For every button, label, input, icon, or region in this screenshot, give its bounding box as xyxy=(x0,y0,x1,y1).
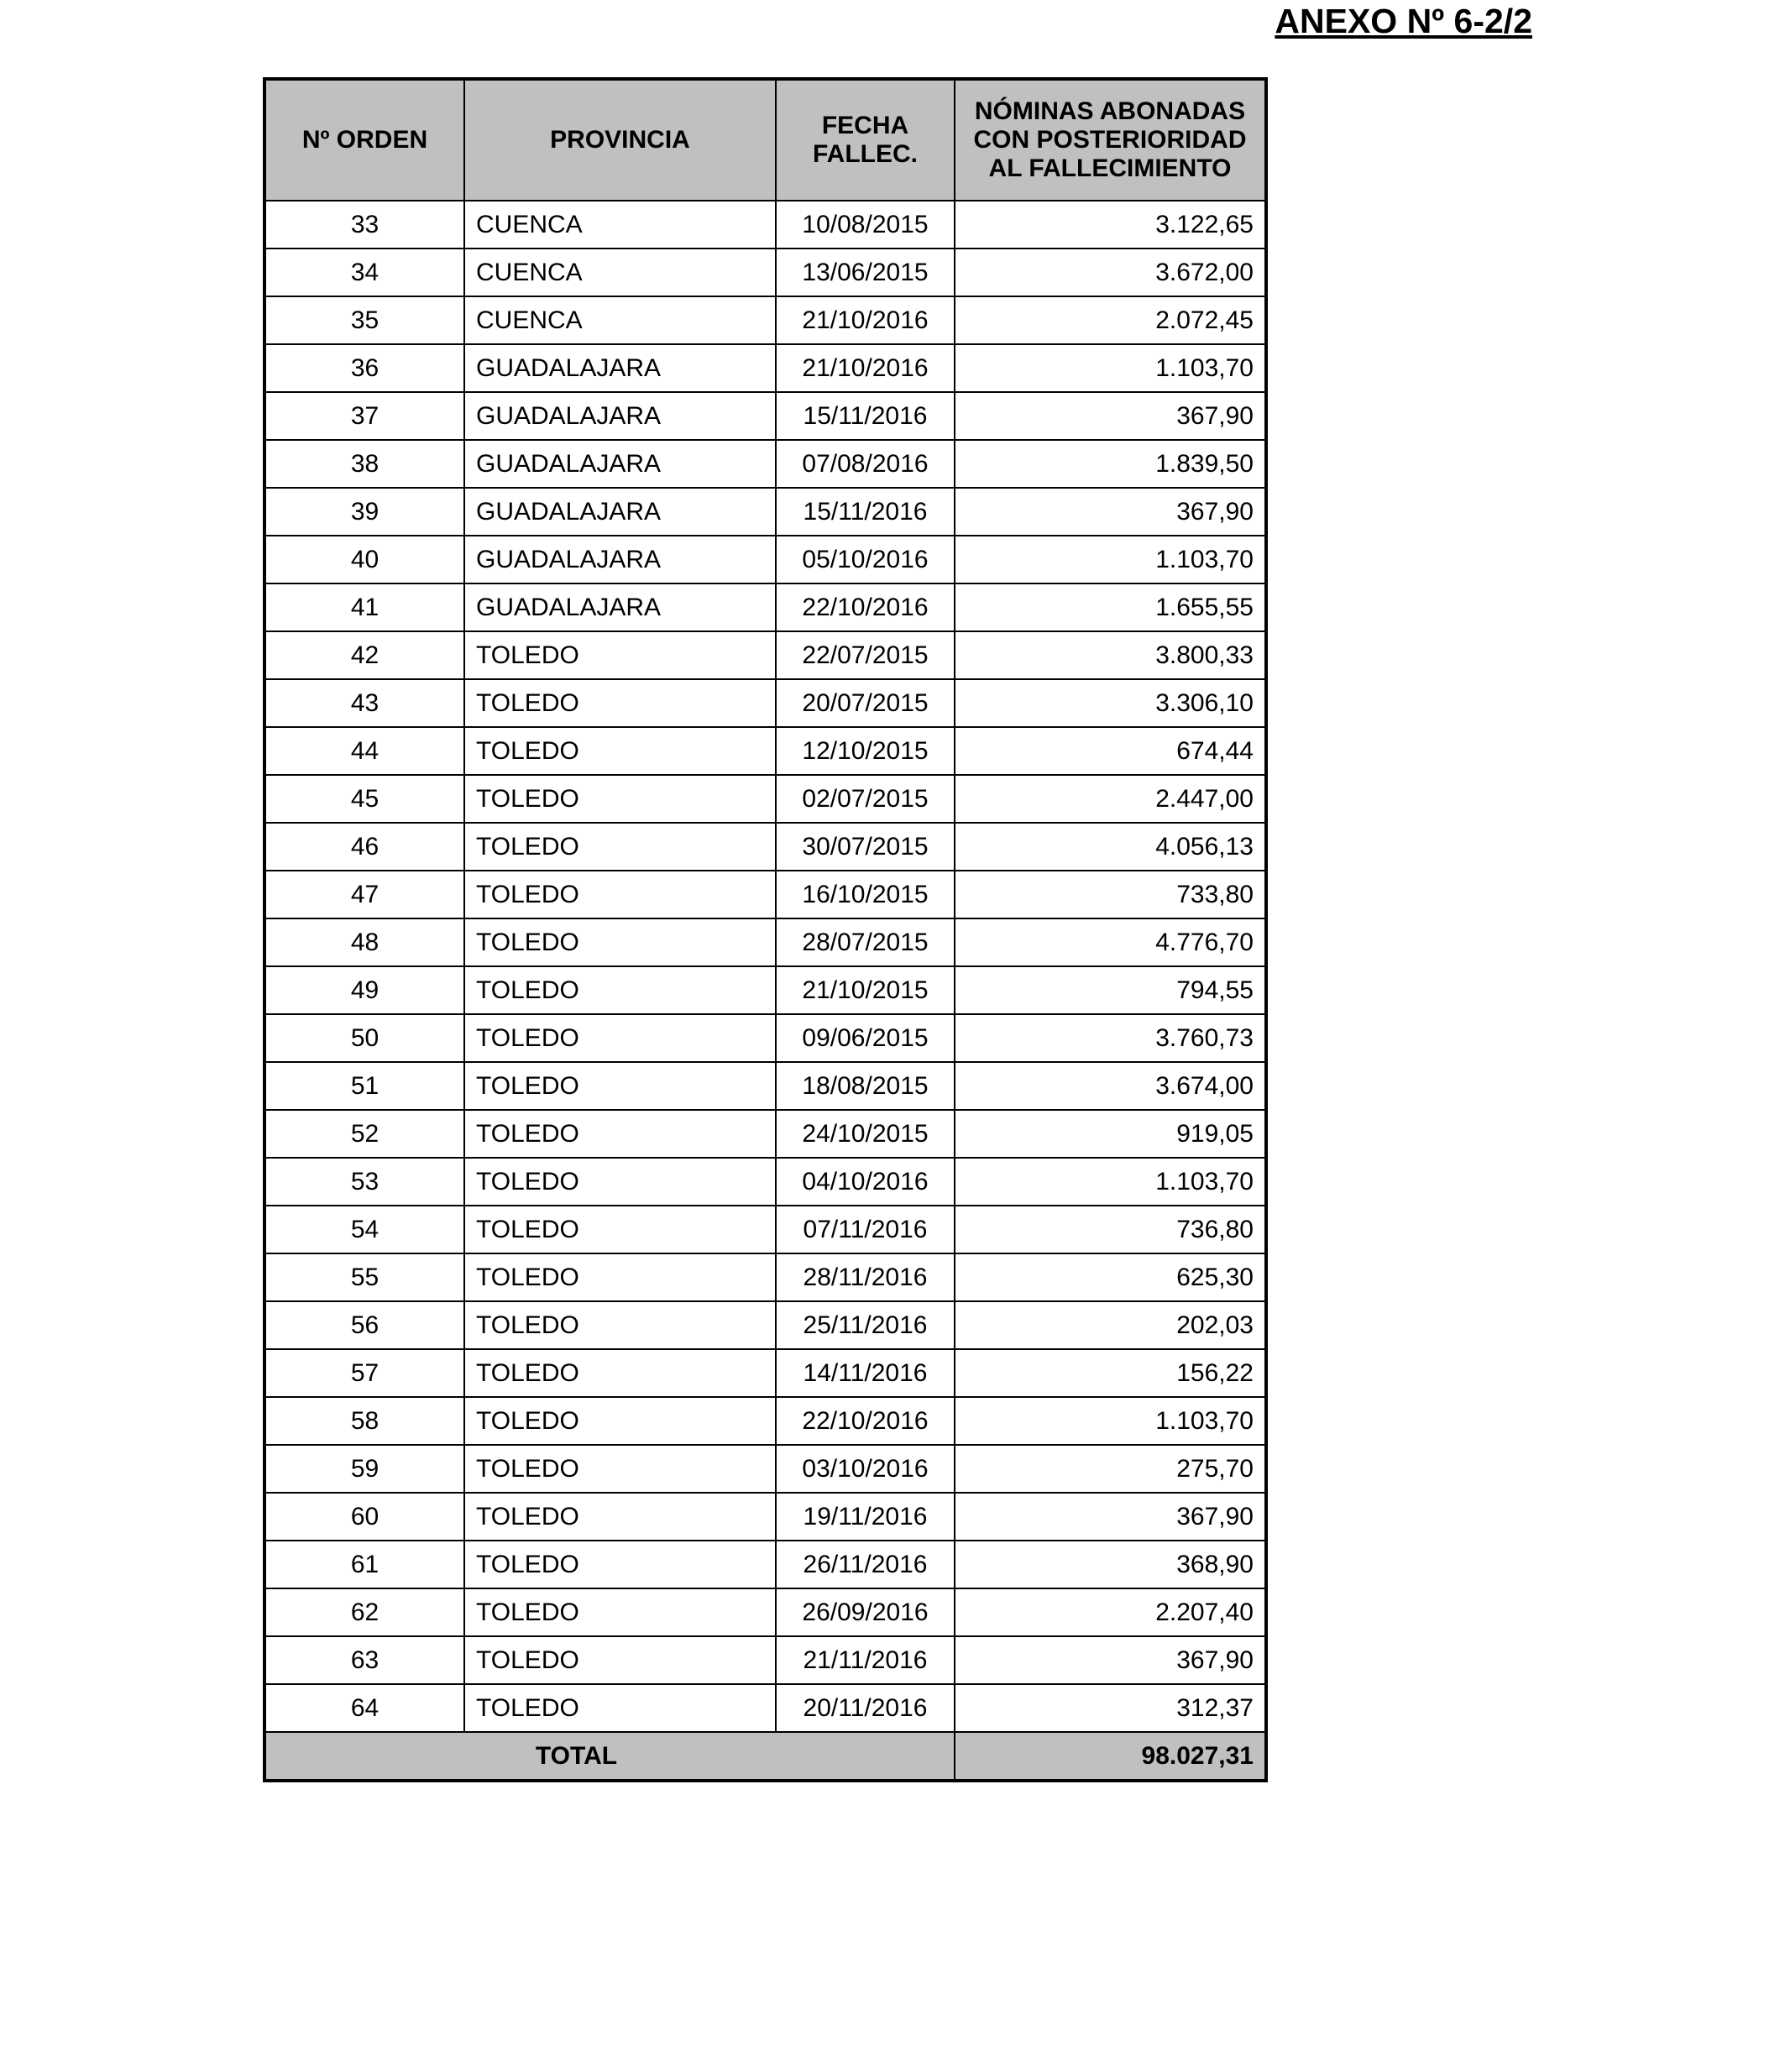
cell-provincia: TOLEDO xyxy=(464,1301,776,1349)
cell-importe: 674,44 xyxy=(955,727,1266,775)
cell-provincia: TOLEDO xyxy=(464,1493,776,1541)
cell-importe: 4.056,13 xyxy=(955,823,1266,871)
table-row xyxy=(264,392,1266,440)
cell-fecha: 14/11/2016 xyxy=(776,1349,955,1397)
cell-orden: 52 xyxy=(264,1110,464,1158)
cell-orden: 42 xyxy=(264,631,464,679)
cell-fecha: 09/06/2015 xyxy=(776,1014,955,1062)
cell-orden: 36 xyxy=(264,344,464,392)
cell-fecha: 10/08/2015 xyxy=(776,201,955,249)
cell-orden: 44 xyxy=(264,727,464,775)
table-row xyxy=(264,1445,1266,1493)
total-row xyxy=(264,1732,1266,1781)
cell-fecha: 22/10/2016 xyxy=(776,1397,955,1445)
cell-orden: 55 xyxy=(264,1253,464,1301)
cell-fecha: 12/10/2015 xyxy=(776,727,955,775)
cell-importe: 275,70 xyxy=(955,1445,1266,1493)
cell-provincia: TOLEDO xyxy=(464,775,776,823)
header-nominas: NÓMINAS ABONADAS CON POSTERIORIDAD AL FALLECIMIENTO xyxy=(955,79,1266,201)
cell-orden: 41 xyxy=(264,583,464,631)
cell-importe: 2.447,00 xyxy=(955,775,1266,823)
cell-fecha: 16/10/2015 xyxy=(776,871,955,918)
cell-orden: 64 xyxy=(264,1684,464,1732)
table-row xyxy=(264,1541,1266,1588)
cell-importe: 625,30 xyxy=(955,1253,1266,1301)
table-header-row xyxy=(264,79,1266,201)
cell-fecha: 05/10/2016 xyxy=(776,536,955,583)
cell-fecha: 07/08/2016 xyxy=(776,440,955,488)
cell-provincia: TOLEDO xyxy=(464,1349,776,1397)
table-row xyxy=(264,1301,1266,1349)
table-row xyxy=(264,1110,1266,1158)
cell-fecha: 03/10/2016 xyxy=(776,1445,955,1493)
payroll-table xyxy=(263,77,1268,1782)
table-row xyxy=(264,823,1266,871)
cell-fecha: 30/07/2015 xyxy=(776,823,955,871)
cell-importe: 2.207,40 xyxy=(955,1588,1266,1636)
cell-orden: 43 xyxy=(264,679,464,727)
cell-importe: 2.072,45 xyxy=(955,296,1266,344)
cell-fecha: 28/07/2015 xyxy=(776,918,955,966)
table-row xyxy=(264,1014,1266,1062)
table-row xyxy=(264,1684,1266,1732)
cell-importe: 3.760,73 xyxy=(955,1014,1266,1062)
cell-importe: 1.103,70 xyxy=(955,536,1266,583)
cell-importe: 1.839,50 xyxy=(955,440,1266,488)
cell-provincia: TOLEDO xyxy=(464,1014,776,1062)
cell-orden: 61 xyxy=(264,1541,464,1588)
cell-importe: 1.655,55 xyxy=(955,583,1266,631)
table-row xyxy=(264,966,1266,1014)
cell-orden: 53 xyxy=(264,1158,464,1206)
cell-importe: 3.672,00 xyxy=(955,249,1266,296)
cell-orden: 40 xyxy=(264,536,464,583)
cell-fecha: 21/11/2016 xyxy=(776,1636,955,1684)
cell-importe: 156,22 xyxy=(955,1349,1266,1397)
cell-orden: 33 xyxy=(264,201,464,249)
cell-provincia: GUADALAJARA xyxy=(464,583,776,631)
table-row xyxy=(264,1636,1266,1684)
cell-fecha: 20/11/2016 xyxy=(776,1684,955,1732)
cell-provincia: CUENCA xyxy=(464,201,776,249)
cell-provincia: TOLEDO xyxy=(464,1445,776,1493)
cell-fecha: 24/10/2015 xyxy=(776,1110,955,1158)
cell-orden: 50 xyxy=(264,1014,464,1062)
cell-orden: 47 xyxy=(264,871,464,918)
cell-importe: 1.103,70 xyxy=(955,1397,1266,1445)
cell-orden: 34 xyxy=(264,249,464,296)
cell-provincia: TOLEDO xyxy=(464,918,776,966)
header-fecha: FECHA FALLEC. xyxy=(776,79,955,201)
cell-orden: 38 xyxy=(264,440,464,488)
cell-fecha: 25/11/2016 xyxy=(776,1301,955,1349)
cell-fecha: 15/11/2016 xyxy=(776,392,955,440)
table-row xyxy=(264,296,1266,344)
table-row xyxy=(264,775,1266,823)
cell-orden: 54 xyxy=(264,1206,464,1253)
cell-importe: 368,90 xyxy=(955,1541,1266,1588)
cell-fecha: 02/07/2015 xyxy=(776,775,955,823)
cell-orden: 59 xyxy=(264,1445,464,1493)
cell-importe: 312,37 xyxy=(955,1684,1266,1732)
table-row xyxy=(264,1158,1266,1206)
total-label: TOTAL xyxy=(264,1732,955,1781)
cell-provincia: TOLEDO xyxy=(464,1684,776,1732)
cell-fecha: 22/10/2016 xyxy=(776,583,955,631)
table-row xyxy=(264,201,1266,249)
cell-fecha: 18/08/2015 xyxy=(776,1062,955,1110)
cell-orden: 57 xyxy=(264,1349,464,1397)
table-row xyxy=(264,440,1266,488)
table-row xyxy=(264,488,1266,536)
cell-provincia: TOLEDO xyxy=(464,1110,776,1158)
cell-orden: 56 xyxy=(264,1301,464,1349)
cell-orden: 45 xyxy=(264,775,464,823)
cell-importe: 3.122,65 xyxy=(955,201,1266,249)
cell-fecha: 21/10/2016 xyxy=(776,296,955,344)
cell-provincia: GUADALAJARA xyxy=(464,392,776,440)
table-row xyxy=(264,344,1266,392)
cell-importe: 4.776,70 xyxy=(955,918,1266,966)
cell-importe: 1.103,70 xyxy=(955,1158,1266,1206)
cell-fecha: 19/11/2016 xyxy=(776,1493,955,1541)
cell-fecha: 21/10/2015 xyxy=(776,966,955,1014)
cell-fecha: 22/07/2015 xyxy=(776,631,955,679)
cell-provincia: TOLEDO xyxy=(464,1206,776,1253)
cell-provincia: TOLEDO xyxy=(464,1397,776,1445)
table-row xyxy=(264,871,1266,918)
cell-importe: 3.800,33 xyxy=(955,631,1266,679)
cell-importe: 1.103,70 xyxy=(955,344,1266,392)
table-row xyxy=(264,1493,1266,1541)
cell-provincia: TOLEDO xyxy=(464,631,776,679)
cell-provincia: CUENCA xyxy=(464,296,776,344)
cell-orden: 63 xyxy=(264,1636,464,1684)
table-row xyxy=(264,918,1266,966)
cell-provincia: TOLEDO xyxy=(464,1158,776,1206)
table-row xyxy=(264,1062,1266,1110)
cell-orden: 48 xyxy=(264,918,464,966)
total-amount: 98.027,31 xyxy=(955,1732,1266,1781)
cell-importe: 733,80 xyxy=(955,871,1266,918)
header-orden: Nº ORDEN xyxy=(264,79,464,201)
cell-fecha: 15/11/2016 xyxy=(776,488,955,536)
cell-provincia: GUADALAJARA xyxy=(464,440,776,488)
cell-importe: 367,90 xyxy=(955,488,1266,536)
cell-provincia: CUENCA xyxy=(464,249,776,296)
table-row xyxy=(264,727,1266,775)
cell-importe: 202,03 xyxy=(955,1301,1266,1349)
cell-orden: 39 xyxy=(264,488,464,536)
table-row xyxy=(264,1206,1266,1253)
cell-provincia: TOLEDO xyxy=(464,1636,776,1684)
cell-orden: 37 xyxy=(264,392,464,440)
cell-fecha: 26/11/2016 xyxy=(776,1541,955,1588)
cell-provincia: TOLEDO xyxy=(464,823,776,871)
table-row xyxy=(264,1253,1266,1301)
cell-provincia: TOLEDO xyxy=(464,966,776,1014)
cell-provincia: GUADALAJARA xyxy=(464,344,776,392)
cell-orden: 60 xyxy=(264,1493,464,1541)
table-row xyxy=(264,1397,1266,1445)
table-row xyxy=(264,583,1266,631)
cell-importe: 367,90 xyxy=(955,1636,1266,1684)
cell-provincia: GUADALAJARA xyxy=(464,488,776,536)
cell-importe: 736,80 xyxy=(955,1206,1266,1253)
cell-provincia: TOLEDO xyxy=(464,1062,776,1110)
table-row xyxy=(264,1349,1266,1397)
cell-orden: 49 xyxy=(264,966,464,1014)
table-row xyxy=(264,679,1266,727)
cell-orden: 35 xyxy=(264,296,464,344)
cell-fecha: 26/09/2016 xyxy=(776,1588,955,1636)
table-row xyxy=(264,536,1266,583)
cell-fecha: 28/11/2016 xyxy=(776,1253,955,1301)
cell-fecha: 07/11/2016 xyxy=(776,1206,955,1253)
cell-importe: 3.306,10 xyxy=(955,679,1266,727)
cell-provincia: TOLEDO xyxy=(464,1541,776,1588)
cell-provincia: TOLEDO xyxy=(464,679,776,727)
cell-importe: 3.674,00 xyxy=(955,1062,1266,1110)
cell-orden: 62 xyxy=(264,1588,464,1636)
cell-orden: 46 xyxy=(264,823,464,871)
table-row xyxy=(264,631,1266,679)
cell-provincia: TOLEDO xyxy=(464,1588,776,1636)
cell-orden: 58 xyxy=(264,1397,464,1445)
cell-fecha: 13/06/2015 xyxy=(776,249,955,296)
cell-orden: 51 xyxy=(264,1062,464,1110)
cell-importe: 794,55 xyxy=(955,966,1266,1014)
cell-importe: 367,90 xyxy=(955,1493,1266,1541)
table-row xyxy=(264,1588,1266,1636)
cell-provincia: TOLEDO xyxy=(464,871,776,918)
cell-fecha: 21/10/2016 xyxy=(776,344,955,392)
cell-provincia: GUADALAJARA xyxy=(464,536,776,583)
header-provincia: PROVINCIA xyxy=(464,79,776,201)
annex-title: ANEXO Nº 6-2/2 xyxy=(1275,2,1532,40)
cell-provincia: TOLEDO xyxy=(464,1253,776,1301)
cell-importe: 367,90 xyxy=(955,392,1266,440)
cell-fecha: 04/10/2016 xyxy=(776,1158,955,1206)
table-row xyxy=(264,249,1266,296)
table-body xyxy=(264,201,1266,1732)
cell-provincia: TOLEDO xyxy=(464,727,776,775)
cell-fecha: 20/07/2015 xyxy=(776,679,955,727)
cell-importe: 919,05 xyxy=(955,1110,1266,1158)
